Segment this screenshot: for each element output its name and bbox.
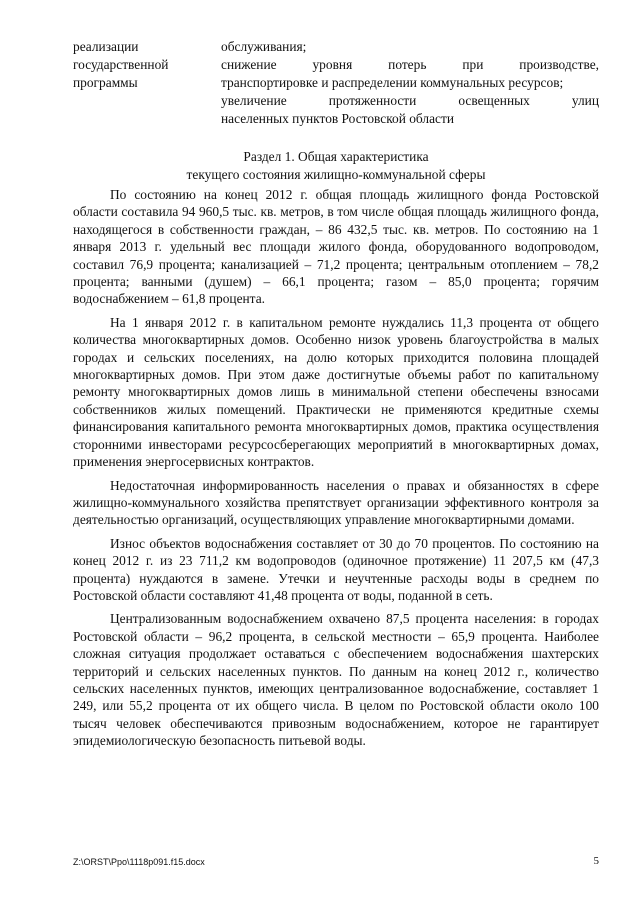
footer-file-path: Z:\ORST\Ppo\1118p091.f15.docx <box>73 857 205 867</box>
section-title-line-1: Раздел 1. Общая характеристика <box>243 149 429 164</box>
paragraph: Износ объектов водоснабжения составляет от 30 до 70 процентов. По состоянию на конец 2012 г. из 23 711,2 км водопроводов (одиночное протяжение) 11 207,5 км (47,3 процента) нуждаются в замене. Утечки и неучтенные расходы воды в среднем по Ростовской области составляют 41,48 процента от воды, поданной в сеть. <box>73 535 599 603</box>
paragraph: На 1 января 2012 г. в капитальном ремонте нуждались 11,3 процента от общего количества многоквартирных домов. Особенно низок уровень благоустройства в малых городах и сельских поселениях, на долю которых приходится половина площадей многоквартирных домов. При этом даже достигнутые объемы работ по капитальному ремонту многоквартирных домов лишь в минимальной степени обеспечены взносами собственников жилых помещений. Практически не применяются кредитные схемы финансирования капитального ремонта многоквартирных домов, практика осуществления сторонними инвесторами ресурсосберегающих мероприятий в многоквартирных домах, применения энергосервисных контрактов. <box>73 314 599 470</box>
document-body <box>73 186 599 756</box>
passport-value-line: населенных пунктов Ростовской области <box>221 111 454 126</box>
passport-label-line: программы <box>73 75 138 90</box>
passport-label-column <box>73 38 213 92</box>
passport-value-column <box>221 38 599 128</box>
page-number: 5 <box>593 855 599 867</box>
section-title <box>73 148 599 184</box>
paragraph: Недостаточная информированность населения о правах и обязанностях в сфере жилищно-коммунального хозяйства препятствует организации эффективного контроля за деятельностью организаций, осуществляющих управление многоквартирными домами. <box>73 477 599 528</box>
passport-value-line: снижение уровня потерь при производстве, <box>221 57 599 72</box>
passport-label-line: государственной <box>73 57 169 72</box>
passport-label-line: реализации <box>73 39 139 54</box>
passport-value-line: обслуживания; <box>221 39 307 54</box>
paragraph: По состоянию на конец 2012 г. общая площадь жилищного фонда Ростовской области составила 94 960,5 тыс. кв. метров, в том числе общая площадь жилищного фонда, находящегося в собственности граждан, – 86 432,5 тыс. кв. метров. По состоянию на 1 января 2013 г. удельный вес площади жилого фонда, оборудованного водопроводом, составил 76,9 процента; канализацией – 71,2 процента; центральным отоплением – 78,2 процента; ванными (душем) – 66,1 процента; газом – 85,0 процента; горячим водоснабжением – 61,8 процента. <box>73 187 599 307</box>
paragraph: Централизованным водоснабжением охвачено 87,5 процента населения: в городах Ростовской области – 96,2 процента, в сельской местности – 65,9 процента. Наиболее сложная ситуация продолжает оставаться с обеспечением водоснабжения шахтерских территорий и сельских населенных пунктов. По данным на конец 2012 г., количество сельских населенных пунктов, имеющих централизованное водоснабжение, составляет 1 249, или 55,2 процента от их общего числа. В целом по Ростовской области около 100 тысяч человек обеспечиваются привозным водоснабжением, которое не гарантирует эпидемиологическую безопасность питьевой воды. <box>73 611 599 749</box>
section-title-line-2: текущего состояния жилищно-коммунальной сферы <box>186 167 486 182</box>
passport-value-line: увеличение протяженности освещенных улиц <box>221 93 599 108</box>
passport-value-line: транспортировке и распределении коммунальных ресурсов; <box>221 75 564 90</box>
